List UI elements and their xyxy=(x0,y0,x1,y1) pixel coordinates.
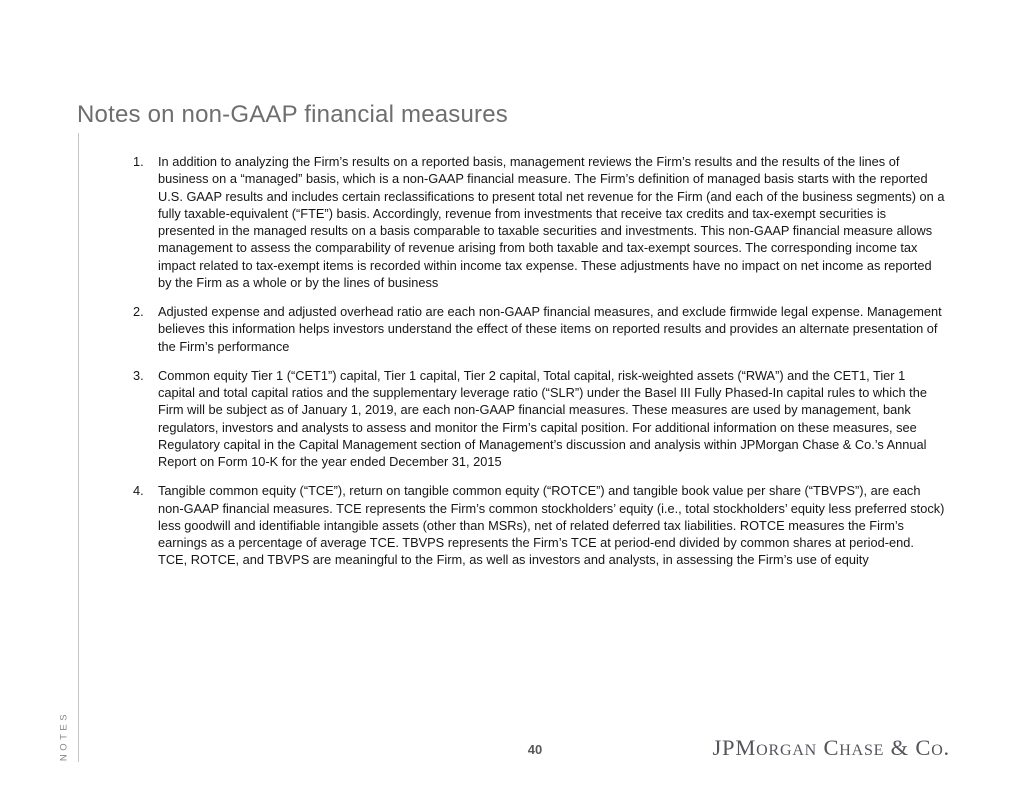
note-number: 4. xyxy=(133,483,144,499)
note-item xyxy=(133,367,945,471)
note-item xyxy=(133,153,945,291)
note-item xyxy=(133,482,945,568)
note-text: Adjusted expense and adjusted overhead ratio are each non-GAAP financial measures, and exclude firmwide legal expense. Management believes this information helps investors understand the effect of these items on reported results and provides an alternate presentation of the Firm’s performance xyxy=(158,304,942,354)
notes-list xyxy=(133,153,945,581)
note-number: 3. xyxy=(133,367,144,383)
sidebar-notes-label: NOTES xyxy=(58,710,70,762)
vertical-rule xyxy=(78,133,79,762)
page-title: Notes on non-GAAP financial measures xyxy=(77,101,508,129)
note-item xyxy=(133,303,945,355)
note-text: Tangible common equity (“TCE”), return on tangible common equity (“ROTCE”) and tangible book value per share (“TBVPS”), are each non-GAAP financial measures. TCE represents the Firm’s common stockholders’ equity (i.e., total stockholders’ equity less preferred stock) less goodwill and identifiable intangible assets (other than MSRs), net of related deferred tax liabilities. ROTCE measures the Firm’s earnings as a percentage of average TCE. TBVPS represents the Firm’s TCE at period-end divided by common shares at period-end. TCE, ROTCE, and TBVPS are meaningful to the Firm, as well as investors and analysts, in assessing the Firm’s use of equity xyxy=(158,483,945,568)
page-number: 40 xyxy=(527,742,543,757)
note-number: 2. xyxy=(133,304,144,319)
note-text: In addition to analyzing the Firm’s results on a reported basis, management reviews the Firm’s results and the results of the lines of business on a “managed” basis, which is a non-GAAP financial measure. The Firm’s definition of managed basis starts with the reported U.S. GAAP results and includes certain reclassifications to present total net revenue for the Firm (and each of the business segments) on a fully taxable-equivalent (“FTE”) basis. Accordingly, revenue from investments that receive tax credits and tax-exempt securities is presented in the managed results on a basis comparable to taxable securities and investments. This non-GAAP financial measure allows management to assess the comparability of revenue arising from both taxable and tax-exempt sources. The corresponding income tax impact related to tax-exempt items is recorded within income tax expense. These adjustments have no impact on net income as reported by the Firm as a whole or by the lines of business xyxy=(158,154,945,290)
note-text: Common equity Tier 1 (“CET1”) capital, Tier 1 capital, Tier 2 capital, Total capital, risk-weighted assets (“RWA”) and the CET1, Tier 1 capital and total capital ratios and the supplementary leverage ratio (“SLR”) under the Basel III Fully Phased-In capital rules to which the Firm will be subject as of January 1, 2019, are each non-GAAP financial measures. These measures are used by management, bank regulators, investors and analysts to assess and monitor the Firm’s capital position. For additional information on these measures, see Regulatory capital in the Capital Management section of Management’s discussion and analysis within JPMorgan Chase & Co.’s Annual Report on Form 10-K for the year ended December 31, 2015 xyxy=(158,367,927,469)
company-logo: JPMorgan Chase & Co. xyxy=(712,735,950,760)
note-number: 1. xyxy=(133,154,144,169)
